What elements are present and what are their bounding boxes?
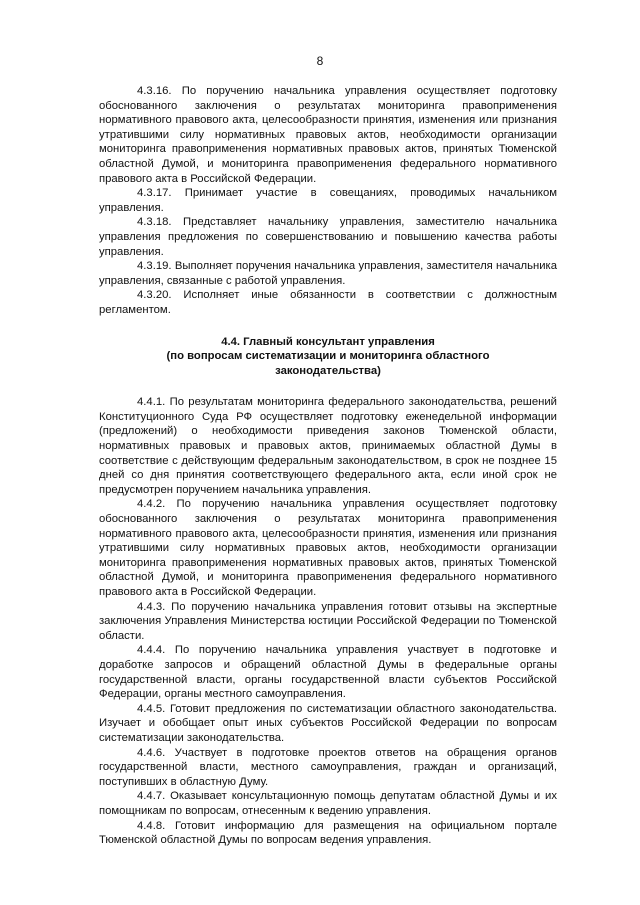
paragraph-4-3-18: 4.3.18. Представляет начальнику управления, заместителю начальника управления предложения по совершенствованию и повышению качества работы управления. [99,216,557,258]
section-heading-line-1: 4.4. Главный консультант управления [221,335,435,348]
section-heading-line-2: (по вопросам систематизации и мониторинга областного [166,350,490,363]
document-body [99,84,557,848]
paragraph-4-4-3: 4.4.3. По поручению начальника управления готовит отзывы на экспертные заключения Управления Министерства юстиции Российской Федерации по Тюменской области. [99,600,557,642]
page-number: 8 [316,54,324,68]
paragraph-4-4-7: 4.4.7. Оказывает консультационную помощь депутатам областной Думы и их помощникам по вопросам, отнесенным к ведению управления. [99,790,557,817]
section-heading [99,335,557,379]
paragraph-4-4-5: 4.4.5. Готовит предложения по систематизации областного законодательства. Изучает и обобщает опыт иных субъектов Российской Федерации по вопросам систематизации законодательства. [99,702,557,744]
section-heading-line-3: законодательства) [275,364,381,377]
paragraph-4-3-16: 4.3.16. По поручению начальника управления осуществляет подготовку обоснованного заключения о результатах мониторинга правоприменения нормативного правового акта, целесообразности принятия, изменения или признания утратившими силу нормативных правовых актов, необходимости организации мониторинга правоприменения нормативных правовых актов, принятых Тюменской областной Думой, и мониторинга правоприменения федерального нормативного правового акта в Российской Федерации. [99,85,557,185]
paragraph-4-3-19: 4.3.19. Выполняет поручения начальника управления, заместителя начальника управления, связанные с работой управления. [99,260,557,287]
paragraph-4-4-2: 4.4.2. По поручению начальника управления осуществляет подготовку обоснованного заключения о результатах мониторинга правоприменения нормативного правового акта, целесообразности принятия, изменения или признания утратившими силу нормативных правовых актов, необходимости организации мониторинга правоприменения нормативных правовых актов, принятых Тюменской областной Думой, и мониторинга правоприменения федерального нормативного правового акта в Российской Федерации. [99,498,557,598]
paragraph-4-4-4: 4.4.4. По поручению начальника управления участвует в подготовке и доработке запросов и обращений областной Думы в федеральные органы государственной власти, органы государственной власти субъектов Российской Федерации, органы местного самоуправления. [99,644,557,701]
paragraph-4-4-6: 4.4.6. Участвует в подготовке проектов ответов на обращения органов государственной власти, местного самоуправления, граждан и организаций, поступивших в областную Думу. [99,746,557,788]
paragraph-4-3-17: 4.3.17. Принимает участие в совещаниях, проводимых начальником управления. [99,187,557,214]
paragraph-4-4-8: 4.4.8. Готовит информацию для размещения на официальном портале Тюменской областной Думы по вопросам ведения управления. [99,819,557,847]
paragraph-4-4-1: 4.4.1. По результатам мониторинга федерального законодательства, решений Конституционного Суда РФ осуществляет подготовку еженедельной информации (предложений) о необходимости приведения законов Тюменской области, нормативных правовых и правовых актов, принимаемых областной Думы в соответствие с действующим федеральным законодательством, в срок не позднее 15 дней со дня принятия соответствующего федерального акта, если иной срок не предусмотрен поручением начальника управления. [99,396,557,496]
paragraph-4-3-20: 4.3.20. Исполняет иные обязанности в соответствии с должностным регламентом. [99,289,557,316]
